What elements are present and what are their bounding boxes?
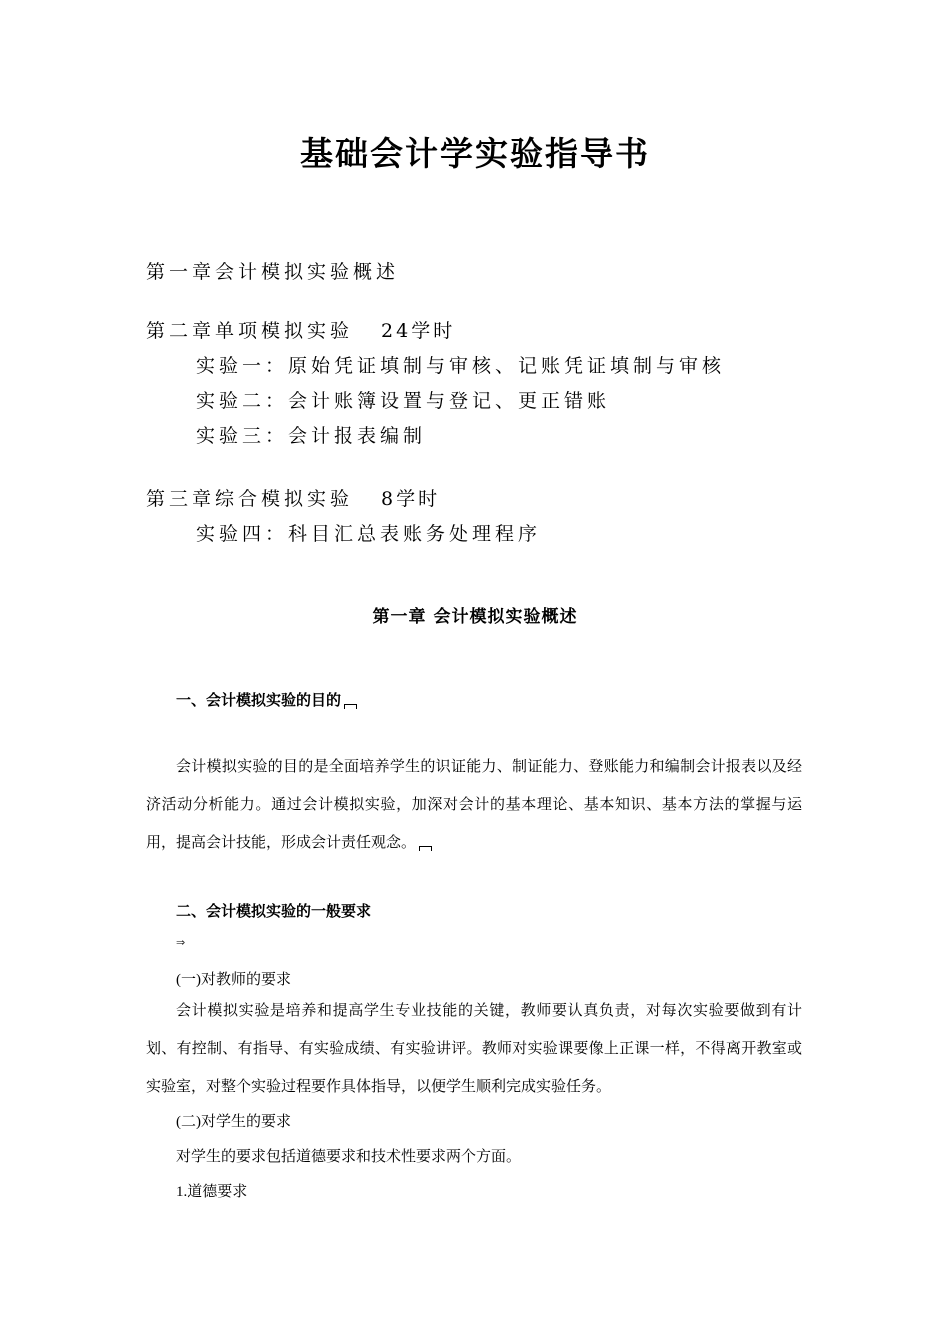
toc-chapter-2-hours: 24学时 [381, 320, 456, 342]
section-2-heading: 二、会计模拟实验的一般要求 [176, 902, 372, 920]
toc-experiment-2: 实验二：会计账簿设置与登记、更正错账 [196, 390, 611, 412]
section-1-heading-text: 一、会计模拟实验的目的 [176, 691, 342, 709]
subsection-2-paragraph: 对学生的要求包括道德要求和技术性要求两个方面。 [176, 1149, 522, 1165]
chapter-heading: 第一章 会计模拟实验概述 [372, 607, 578, 627]
subsection-2-heading: (二)对学生的要求 [176, 1114, 291, 1130]
arrow-mark-icon: ⇒ [176, 936, 186, 949]
section-1-paragraph [146, 748, 802, 862]
toc-experiment-3: 实验三：会计报表编制 [196, 425, 427, 447]
subsection-1-paragraph: 会计模拟实验是培养和提高学生专业技能的关键，教师要认真负责，对每次实验要做到有计划、有控制、有指导、有实验成绩、有实验讲评。教师对实验课要像上正课一样，不得离开教室或实验室，对整个实验过程要作具体指导，以便学生顺利完成实验任务。 [146, 1003, 802, 1095]
paragraph-mark-icon [344, 704, 357, 709]
toc-chapter-3-hours: 8学时 [381, 488, 441, 510]
list-item-1: 1.道德要求 [176, 1184, 248, 1200]
toc-chapter-1: 第一章会计模拟实验概述 [146, 261, 400, 283]
section-1-paragraph-text: 会计模拟实验的目的是全面培养学生的识证能力、制证能力、登账能力和编制会计报表以及经济活动分析能力。通过会计模拟实验，加深对会计的基本理论、基本知识、基本方法的掌握与运用，提高会计技能，形成会计责任观念。 [146, 759, 802, 851]
document-title: 基础会计学实验指导书 [300, 134, 650, 173]
toc-chapter-3-title: 第三章综合模拟实验 [146, 488, 354, 510]
toc-experiment-4: 实验四：科目汇总表账务处理程序 [196, 523, 542, 545]
toc-experiment-1: 实验一：原始凭证填制与审核、记账凭证填制与审核 [196, 355, 726, 377]
toc-chapter-2-title: 第二章单项模拟实验 [146, 320, 354, 342]
toc-chapter-3 [146, 484, 440, 511]
section-1-heading [176, 689, 357, 710]
paragraph-mark-icon [419, 846, 432, 851]
subsection-1-heading: (一)对教师的要求 [176, 972, 291, 988]
toc-chapter-2 [146, 316, 455, 343]
